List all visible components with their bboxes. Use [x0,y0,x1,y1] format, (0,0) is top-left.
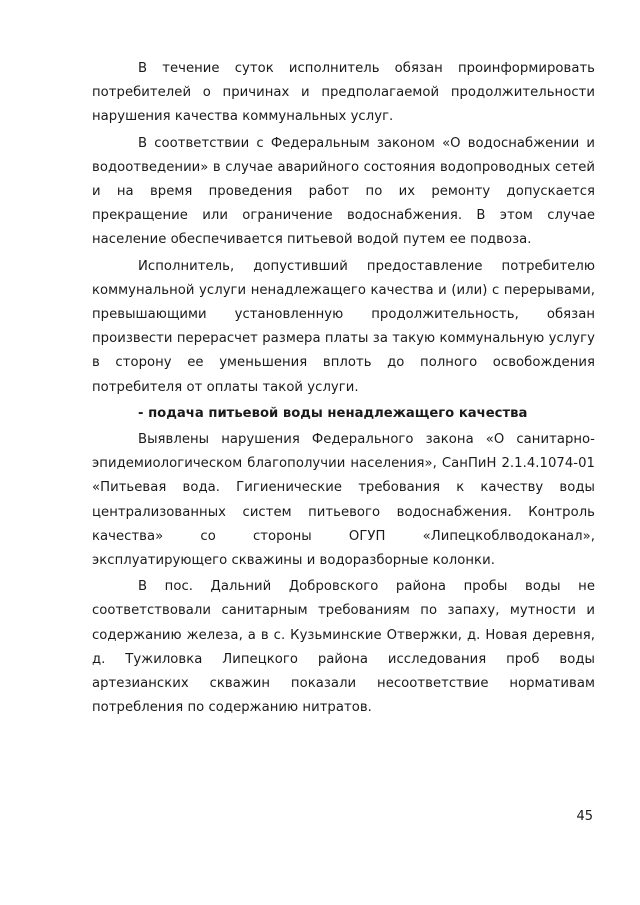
page-number: 45 [576,809,593,824]
paragraph: В пос. Дальний Добровского района пробы воды не соответствовали санитарным требованиям по запаху, мутности и содержанию железа, а в с. Кузьминские Отвержки, д. Новая деревня, д. Тужиловка Липецкого района исследования проб воды артезианских скважин показали несоответствие нормативам потребления по содержанию нитратов. [92,579,595,716]
paragraph: Выявлены нарушения Федерального закона «О санитарно-эпидемиологическом благополучии населения», СанПиН 2.1.4.1074-01 «Питьевая вода. Гигиенические требования к качеству воды централизованных систем питьевого водоснабжения. Контроль качества» со стороны ОГУП «Липецкоблводоканал», эксплуатирующего скважины и водоразборные колонки. [92,432,595,569]
paragraph: В течение суток исполнитель обязан проинформировать потребителей о причинах и предполагаемой продолжительности нарушения качества коммунальных услуг. [92,61,595,125]
section-subheading: - подача питьевой воды ненадлежащего качества [138,405,528,421]
page-body [92,57,595,720]
paragraph: В соответствии с Федеральным законом «О водоснабжении и водоотведении» в случае аварийного состояния водопроводных сетей и на время проведения работ по их ремонту допускается прекращение или ограничение водоснабжения. В этом случае население обеспечивается питьевой водой путем ее подвоза. [92,135,595,248]
paragraph: Исполнитель, допустивший предоставление потребителю коммунальной услуги ненадлежащего качества и (или) с перерывами, превышающими установленную продолжительность, обязан произвести перерасчет размера платы за такую коммунальную услугу в сторону ее уменьшения вплоть до полного освобождения потребителя от оплаты такой услуги. [92,258,595,395]
